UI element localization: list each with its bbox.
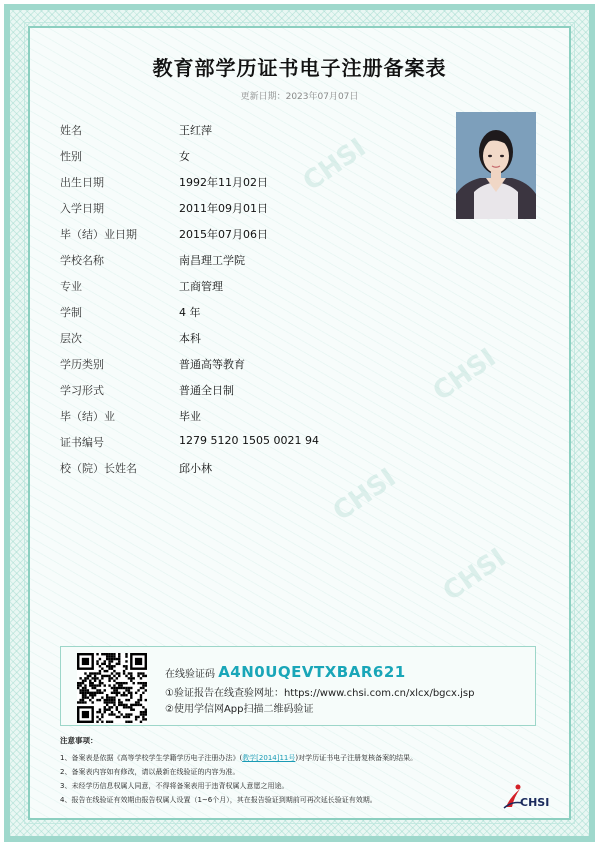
field-value: 1992年11月02日 <box>179 176 268 189</box>
field-label: 性别 <box>60 150 82 163</box>
field-value: 1279 5120 1505 0021 94 <box>179 434 319 447</box>
verification-code: A4N0UQEVTXBAR621 <box>218 663 406 681</box>
field-value: 毕业 <box>179 410 201 423</box>
verification-url-line: ①验证报告在线查验网址：https://www.chsi.com.cn/xlcx/bgcx.jsp <box>165 688 475 699</box>
chsi-logo <box>502 783 552 811</box>
field-label: 校（院）长姓名 <box>60 462 137 475</box>
verification-panel <box>60 646 536 726</box>
update-date: 更新日期：2023年07月07日 <box>240 92 359 102</box>
field-value: 女 <box>179 150 190 163</box>
notes-title: 注意事项： <box>60 736 98 745</box>
field-value: 4 年 <box>179 306 201 319</box>
field-label: 学习形式 <box>60 384 104 397</box>
note-text: 1、备案表是依据《高等学校学生学籍学历电子注册办法》( <box>60 754 243 762</box>
chsi-logo-text: CHSI <box>520 796 550 809</box>
note-item: 4、报告在线验证有效期由报告权属人设置（1~6个月），其在报告验证到期前可再次延长验证有效期。 <box>60 796 377 804</box>
field-label: 证书编号 <box>60 436 104 449</box>
document-title: 教育部学历证书电子注册备案表 <box>152 56 447 80</box>
id-photo <box>456 112 536 219</box>
verification-code-label: 在线验证码 <box>165 669 215 680</box>
field-label: 学制 <box>60 306 82 319</box>
field-value: 2015年07月06日 <box>179 228 268 241</box>
note-item: 3、未经学历信息权属人同意，不得将备案表用于违背权属人意愿之用途。 <box>60 782 289 790</box>
field-label: 层次 <box>60 332 82 345</box>
field-value: 2011年09月01日 <box>179 202 268 215</box>
field-value: 普通全日制 <box>179 384 234 397</box>
note-item <box>60 751 540 765</box>
field-value: 南昌理工学院 <box>179 254 245 267</box>
field-label: 毕（结）业日期 <box>60 228 137 241</box>
verification-app-line: ②使用学信网App扫描二维码验证 <box>165 704 314 715</box>
field-label: 出生日期 <box>60 176 104 189</box>
regulation-link[interactable]: 教学[2014]11号 <box>242 754 296 762</box>
field-value: 工商管理 <box>179 280 223 293</box>
field-label: 学校名称 <box>60 254 104 267</box>
note-text: )对学历证书电子注册复核备案的结果。 <box>295 754 418 762</box>
qr-code-icon[interactable] <box>77 653 147 723</box>
notes-section <box>60 735 540 807</box>
field-value: 普通高等教育 <box>179 358 245 371</box>
field-label: 入学日期 <box>60 202 104 215</box>
field-value: 本科 <box>179 332 201 345</box>
field-label: 毕（结）业 <box>60 410 115 423</box>
verification-code-line <box>165 663 406 681</box>
background-watermark: CHSI <box>327 462 402 528</box>
field-value: 王红萍 <box>179 124 212 137</box>
field-value: 邱小林 <box>179 462 212 475</box>
field-label: 专业 <box>60 280 82 293</box>
background-watermark: CHSI <box>437 542 512 608</box>
field-label: 姓名 <box>60 124 82 137</box>
background-watermark: CHSI <box>297 132 372 198</box>
background-watermark: CHSI <box>427 342 502 408</box>
field-label: 学历类别 <box>60 358 104 371</box>
note-item: 2、备案表内容如有修改，请以最新在线验证的内容为准。 <box>60 768 240 776</box>
